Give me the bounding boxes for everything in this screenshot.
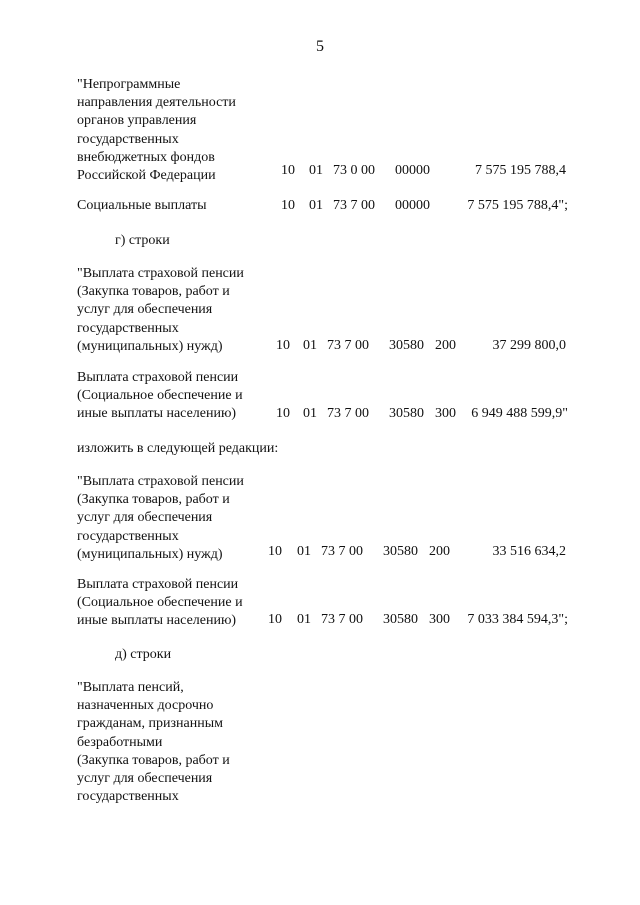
amount: 6 949 488 599,9"	[471, 406, 568, 421]
code-vr: 300	[435, 406, 456, 421]
code-csr: 73 7 00	[333, 198, 375, 213]
line-description: Социальные выплаты	[77, 198, 207, 213]
code-item: 30580	[383, 612, 418, 627]
code-item: 30580	[389, 338, 424, 353]
code-pr: 01	[309, 198, 323, 213]
line-description: "Выплата пенсий, назначенных досрочно гражданам, признанным безработными (Закупка товаров, работ и услуг для обеспечения государственных	[77, 680, 230, 805]
amount: 7 575 195 788,4";	[467, 198, 568, 213]
code-csr: 73 7 00	[327, 406, 369, 421]
code-rz: 10	[276, 406, 290, 421]
line-description: Выплата страховой пенсии (Социальное обеспечение и иные выплаты населению)	[77, 370, 243, 422]
code-item: 30580	[389, 406, 424, 421]
restate-label: изложить в следующей редакции:	[77, 441, 279, 456]
code-rz: 10	[281, 198, 295, 213]
subsection-heading-d: д) строки	[115, 647, 172, 662]
code-pr: 01	[309, 163, 323, 178]
code-vr: 300	[429, 612, 450, 627]
line-description: Выплата страховой пенсии (Социальное обеспечение и иные выплаты населению)	[77, 577, 243, 629]
amount: 7 575 195 788,4	[475, 163, 566, 178]
code-rz: 10	[281, 163, 295, 178]
code-rz: 10	[276, 338, 290, 353]
code-pr: 01	[303, 338, 317, 353]
subsection-heading-g: г) строки	[115, 233, 170, 248]
line-description: "Выплата страховой пенсии (Закупка товаров, работ и услуг для обеспечения государственных (муниципальных) нужд)	[77, 266, 244, 354]
code-csr: 73 7 00	[321, 612, 363, 627]
code-item: 30580	[383, 544, 418, 559]
code-item: 00000	[395, 198, 430, 213]
amount: 37 299 800,0	[492, 338, 566, 353]
code-csr: 73 0 00	[333, 163, 375, 178]
code-csr: 73 7 00	[327, 338, 369, 353]
code-vr: 200	[429, 544, 450, 559]
amount: 33 516 634,2	[492, 544, 566, 559]
line-description: "Выплата страховой пенсии (Закупка товаров, работ и услуг для обеспечения государственных (муниципальных) нужд)	[77, 474, 244, 562]
code-pr: 01	[297, 612, 311, 627]
page-number: 5	[316, 38, 324, 55]
code-rz: 10	[268, 544, 282, 559]
code-pr: 01	[297, 544, 311, 559]
code-pr: 01	[303, 406, 317, 421]
code-rz: 10	[268, 612, 282, 627]
line-description: "Непрограммные направления деятельности органов управления государственных внебюджетных фондов Российской Федерации	[77, 77, 236, 184]
code-csr: 73 7 00	[321, 544, 363, 559]
amount: 7 033 384 594,3";	[467, 612, 568, 627]
code-item: 00000	[395, 163, 430, 178]
code-vr: 200	[435, 338, 456, 353]
